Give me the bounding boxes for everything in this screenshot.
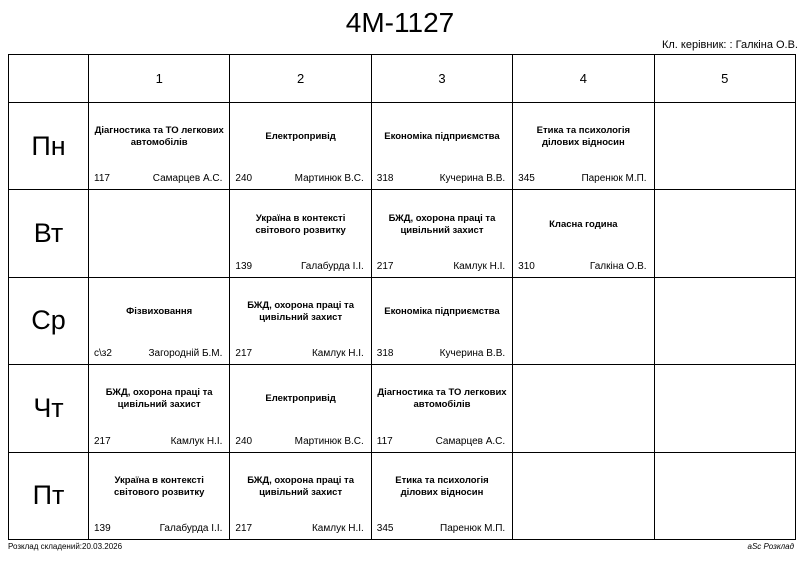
lesson-subject: Економіка підприємства	[384, 131, 500, 143]
lesson-room: с\з2	[94, 348, 112, 360]
lesson-room: 217	[94, 435, 111, 447]
created-date: Розклад складений:20.03.2026	[8, 542, 123, 551]
lesson-cell	[371, 452, 512, 539]
day-label: Вт	[9, 190, 89, 277]
period-header-row	[9, 55, 796, 103]
lesson-teacher: Галабурда І.І.	[300, 260, 364, 272]
lesson-room: 117	[376, 435, 393, 447]
lesson-room: 139	[94, 523, 111, 534]
lesson-cell	[371, 277, 512, 364]
lesson-teacher: Мартинюк В.С.	[294, 173, 364, 185]
lesson-teacher: Кучерина В.В.	[439, 348, 506, 360]
lesson-subject: БЖД, охорона праці та цивільний захист	[247, 474, 354, 498]
lesson-cell	[89, 452, 230, 539]
timetable-grid	[8, 54, 796, 540]
lesson-subject: Діагностика та ТО легкових автомобілів	[94, 125, 224, 149]
lesson-cell	[513, 103, 654, 190]
lesson-room: 240	[235, 173, 253, 185]
lesson-teacher: Самарцев А.С.	[435, 435, 506, 447]
lesson-subject: Класна година	[549, 218, 618, 230]
lesson-teacher: Камлук Н.І.	[453, 260, 506, 272]
lesson-subject: Електропривід	[265, 131, 336, 143]
lesson-room: 139	[235, 260, 253, 272]
empty-cell	[513, 452, 654, 539]
day-label: Пт	[9, 452, 89, 539]
lesson-subject: Економіка підприємства	[384, 305, 500, 317]
lesson-cell	[89, 277, 230, 364]
empty-cell	[654, 277, 795, 364]
lesson-room: 318	[376, 173, 394, 185]
lesson-room: 345	[518, 173, 535, 185]
lesson-subject: Етика та психологія ділових відносин	[536, 125, 631, 149]
lesson-room: 117	[94, 173, 110, 185]
lesson-teacher: Кучерина В.В.	[439, 173, 506, 185]
lesson-cell	[230, 190, 371, 277]
empty-cell	[513, 365, 654, 452]
empty-cell	[654, 365, 795, 452]
lesson-cell	[513, 190, 654, 277]
day-label: Ср	[9, 277, 89, 364]
day-row	[9, 103, 796, 190]
lesson-subject: БЖД, охорона праці та цивільний захист	[388, 212, 496, 236]
lesson-cell	[230, 277, 371, 364]
lesson-room: 217	[235, 348, 253, 360]
day-row	[9, 277, 796, 364]
lesson-teacher: Галкіна О.В.	[589, 260, 647, 272]
period-header: 5	[654, 55, 795, 103]
lesson-teacher: Камлук Н.І.	[311, 348, 364, 360]
lesson-room: 345	[376, 523, 394, 534]
lesson-teacher: Самарцев А.С.	[152, 173, 223, 185]
lesson-cell	[89, 365, 230, 452]
lesson-teacher: Галабурда І.І.	[159, 523, 223, 534]
empty-cell	[654, 190, 795, 277]
lesson-cell	[230, 365, 371, 452]
period-header: 2	[230, 55, 371, 103]
corner-cell	[9, 55, 89, 103]
lesson-room: 310	[518, 260, 535, 272]
day-label: Чт	[9, 365, 89, 452]
lesson-cell	[89, 103, 230, 190]
lesson-subject: Діагностика та ТО легкових автомобілів	[377, 387, 507, 411]
lesson-subject: Україна в контексті світового розвитку	[113, 474, 205, 498]
lesson-subject: Електропривід	[265, 393, 336, 405]
day-row	[9, 452, 796, 539]
empty-cell	[654, 103, 795, 190]
lesson-teacher: Загородній Б.М.	[148, 348, 223, 360]
lesson-teacher: Паренюк М.П.	[440, 523, 506, 534]
page-title: 4М-1127	[345, 7, 455, 38]
lesson-teacher: Камлук Н.І.	[311, 523, 364, 534]
lesson-cell	[371, 190, 512, 277]
class-teacher: Кл. керівник: : Галкіна О.В.	[661, 39, 798, 51]
lesson-cell	[371, 365, 512, 452]
lesson-room: 318	[376, 348, 394, 360]
lesson-cell	[230, 452, 371, 539]
day-label: Пн	[9, 103, 89, 190]
day-row	[9, 365, 796, 452]
lesson-teacher: Мартинюк В.С.	[294, 435, 364, 447]
lesson-subject: Україна в контексті світового розвитку	[255, 212, 346, 236]
period-header: 1	[89, 55, 230, 103]
empty-cell	[513, 277, 654, 364]
lesson-teacher: Камлук Н.І.	[170, 435, 223, 447]
lesson-cell	[371, 103, 512, 190]
lesson-subject: Етика та психологія ділових відносин	[395, 474, 489, 498]
lesson-subject: БЖД, охорона праці та цивільний захист	[247, 299, 354, 323]
lesson-subject: БЖД, охорона праці та цивільний захист	[105, 387, 213, 411]
lesson-room: 240	[235, 435, 253, 447]
empty-cell	[89, 190, 230, 277]
day-row	[9, 190, 796, 277]
period-header: 4	[513, 55, 654, 103]
period-header: 3	[371, 55, 512, 103]
lesson-subject: Фізвиховання	[126, 305, 193, 317]
empty-cell	[654, 452, 795, 539]
lesson-cell	[230, 103, 371, 190]
lesson-room: 217	[235, 523, 253, 534]
software-credit: aSc Розклад	[747, 542, 794, 551]
lesson-room: 217	[376, 260, 394, 272]
lesson-teacher: Паренюк М.П.	[581, 173, 647, 185]
